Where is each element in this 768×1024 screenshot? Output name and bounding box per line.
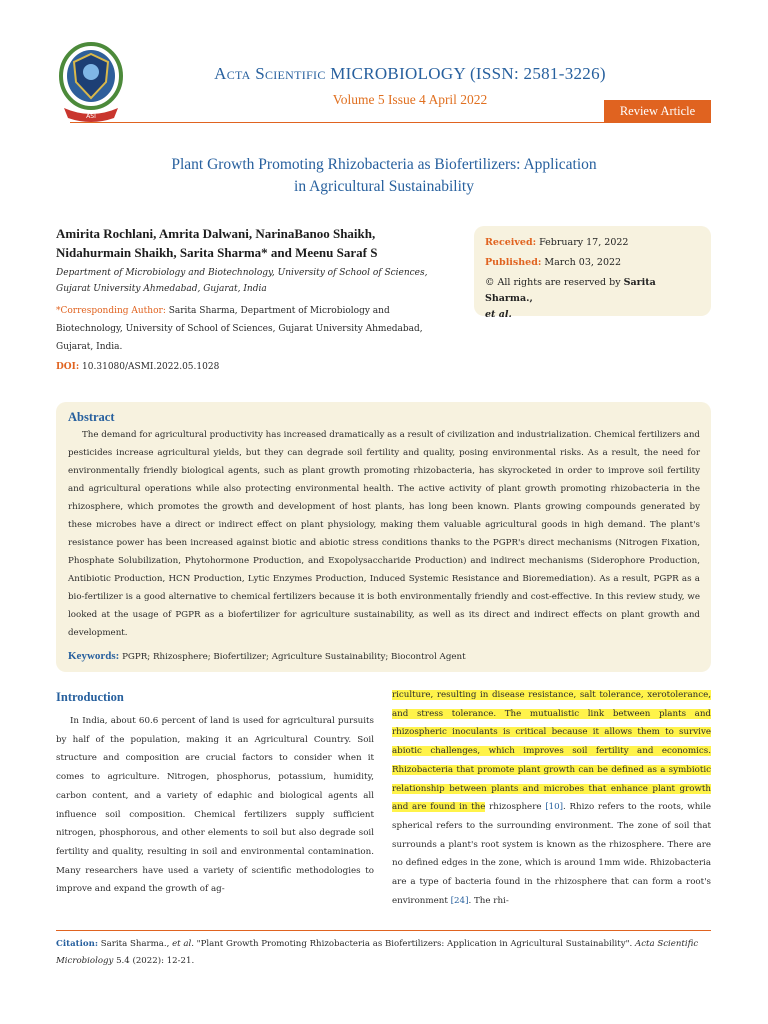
keywords xyxy=(68,650,700,662)
right-text-2: . Rhizo refers to the roots, while spherical refers to the surrounding environment. The zone of soil that surrounds a plant's root system is known as the rhizosphere. There are no defined edges in the zone, which is around 1mm wide. Rhizobacteria are a type of bacteria found in the rhizosphere that can form a root's environment xyxy=(392,802,711,906)
copyright-row xyxy=(485,275,700,323)
author-list xyxy=(56,224,456,262)
citation-etal: et al. xyxy=(172,939,194,949)
introduction-heading: Introduction xyxy=(56,690,124,704)
rights-prefix: © All rights are reserved by xyxy=(485,277,624,288)
article-type-badge: Review Article xyxy=(604,100,711,122)
article-dates-box xyxy=(474,226,711,320)
published-label: Published: xyxy=(485,257,542,268)
doi xyxy=(56,362,456,372)
intro-right-column xyxy=(392,686,711,910)
abstract-text: The demand for agricultural productivity has increased dramatically as a result of civilization and industrialization. Chemical fertilizers and pesticides increase agricultural yields, but they can degrade soil fertility and quality, posing environmental risks. As a result, the need for environmentally friendly biological agents, such as plant growth promoting rhizobacteria, has skyrocketed in order to improve soil fertility and agricultural operations while also protecting environmental health. The active activity of plant growth promoting rhizobacteria in the rhizosphere, which promotes the growth and development of host plants, has long been known. Plants growing compounds generated by these microbes have a direct or indirect effect on plant physiology, making them valuable agricultural goods in high demand. The plant's resistance power has been increased against biotic and abiotic stress conditions thanks to the PGPR's direct mechanisms (Nitrogen Fixation, Phosphate Solubilization, Phytohormone Production, and Exopolysaccharide Production) and indirect mechanisms (Siderophore Production, Antibiotic Production, HCN Production, Lytic Enzymes Production, Induced Systemic Resistance and Bioremediation). As a result, PGPR as a bio-fertilizer is a good alternative to chemical fertilizers because it is both environmentally friendly and cost-effective. In this review study, we looked at the usage of PGPR as a biofertilizer for agriculture sustainability, as well as its direct and indirect effects on plant growth and development. xyxy=(68,430,700,638)
keywords-list: PGPR; Rhizosphere; Biofertilizer; Agriculture Sustainability; Biocontrol Agent xyxy=(119,652,466,662)
corresponding-text-3: Gujarat, India. xyxy=(56,342,123,352)
rights-author: Sarita Sharma., xyxy=(485,277,656,304)
corresponding-label: *Corresponding Author: xyxy=(56,306,166,316)
svg-text:ASI: ASI xyxy=(86,113,96,120)
article-title xyxy=(120,154,648,198)
received-date: February 17, 2022 xyxy=(536,237,629,248)
received-row xyxy=(485,237,628,248)
right-text-1: rhizosphere xyxy=(485,802,546,813)
citation-authors: Sarita Sharma., xyxy=(98,939,173,949)
journal-title: MICROBIOLOGY (ISSN: 2581-3226) xyxy=(330,64,606,83)
abstract-heading: Abstract xyxy=(68,410,115,424)
header-divider xyxy=(70,122,711,123)
citation-issue: 5.4 (2022): 12-21. xyxy=(113,956,195,966)
intro-left-column: In India, about 60.6 percent of land is used for agricultural pursuits by half of the population, making it an Agricultural Country. Soil structure and composition are crucial factors to consider when it comes to agriculture. Nitrogen, phosphorus, potassium, humidity, carbon content, and a variety of edaphic and biological agents all influence soil composition. Chemical fertilizers supply sufficient nitrogen, phosphorous, and other elements to soil but also degrade soil fertility and quality, resulting in soil and environmental contamination. Many researchers have used a variety of scientific methodologies to improve and expand the growth of ag- xyxy=(56,716,374,895)
corresponding-text-1: Sarita Sharma, Department of Microbiology and xyxy=(165,306,390,316)
affiliation xyxy=(56,265,456,297)
affiliation-line-2: Gujarat University Ahmedabad, Gujarat, India xyxy=(56,284,267,294)
corresponding-author xyxy=(56,302,456,356)
received-label: Received: xyxy=(485,237,537,248)
citation-title: "Plant Growth Promoting Rhizobacteria as Biofertilizers: Application in Agricultural Sustainability". xyxy=(193,939,636,949)
published-date: March 03, 2022 xyxy=(541,257,622,268)
right-text-3: . The rhi- xyxy=(468,895,509,906)
title-line-1: Plant Growth Promoting Rhizobacteria as Biofertilizers: Application xyxy=(171,156,597,173)
title-line-2: in Agricultural Sustainability xyxy=(294,178,474,195)
rights-etal: et al. xyxy=(485,309,512,320)
published-row xyxy=(485,257,621,268)
citation-label: Citation: xyxy=(56,939,99,949)
keywords-label: Keywords: xyxy=(68,650,120,662)
journal-logo xyxy=(56,38,126,124)
citation xyxy=(56,936,711,970)
authors-line-2: Nidahurmain Shaikh, Sarita Sharma* and Meenu Saraf S xyxy=(56,245,378,260)
journal-prefix: Acta Scientific xyxy=(214,64,331,83)
reference-link-24[interactable]: [24] xyxy=(450,895,469,906)
affiliation-line-1: Department of Microbiology and Biotechnology, University of School of Sciences, xyxy=(56,268,428,278)
reference-link-10[interactable]: [10] xyxy=(545,802,564,813)
citation-journal: Acta Scientific Microbiology xyxy=(56,939,699,966)
corresponding-text-2: Biotechnology, University of School of Sciences, Gujarat University Ahmedabad, xyxy=(56,324,423,334)
volume-info: Volume 5 Issue 4 April 2022 xyxy=(332,92,488,107)
journal-name xyxy=(200,64,620,84)
footer-divider xyxy=(56,930,711,931)
doi-label: DOI: xyxy=(56,362,80,372)
highlighted-text[interactable]: riculture, resulting in disease resistance, salt tolerance, xerotolerance, and stress tolerance. The mutualistic link between plants and rhizospheric inoculants is critical because it allows them to survive abiotic challenges, which improves soil fertility and economics. Rhizobacteria that promote plant growth can be defined as a symbiotic relationship between plants and microbes that enhance plant growth and are found in the xyxy=(392,690,711,813)
doi-link[interactable]: 10.31080/ASMI.2022.05.1028 xyxy=(79,362,220,372)
authors-line-1: Amirita Rochlani, Amrita Dalwani, NarinaBanoo Shaikh, xyxy=(56,226,376,241)
